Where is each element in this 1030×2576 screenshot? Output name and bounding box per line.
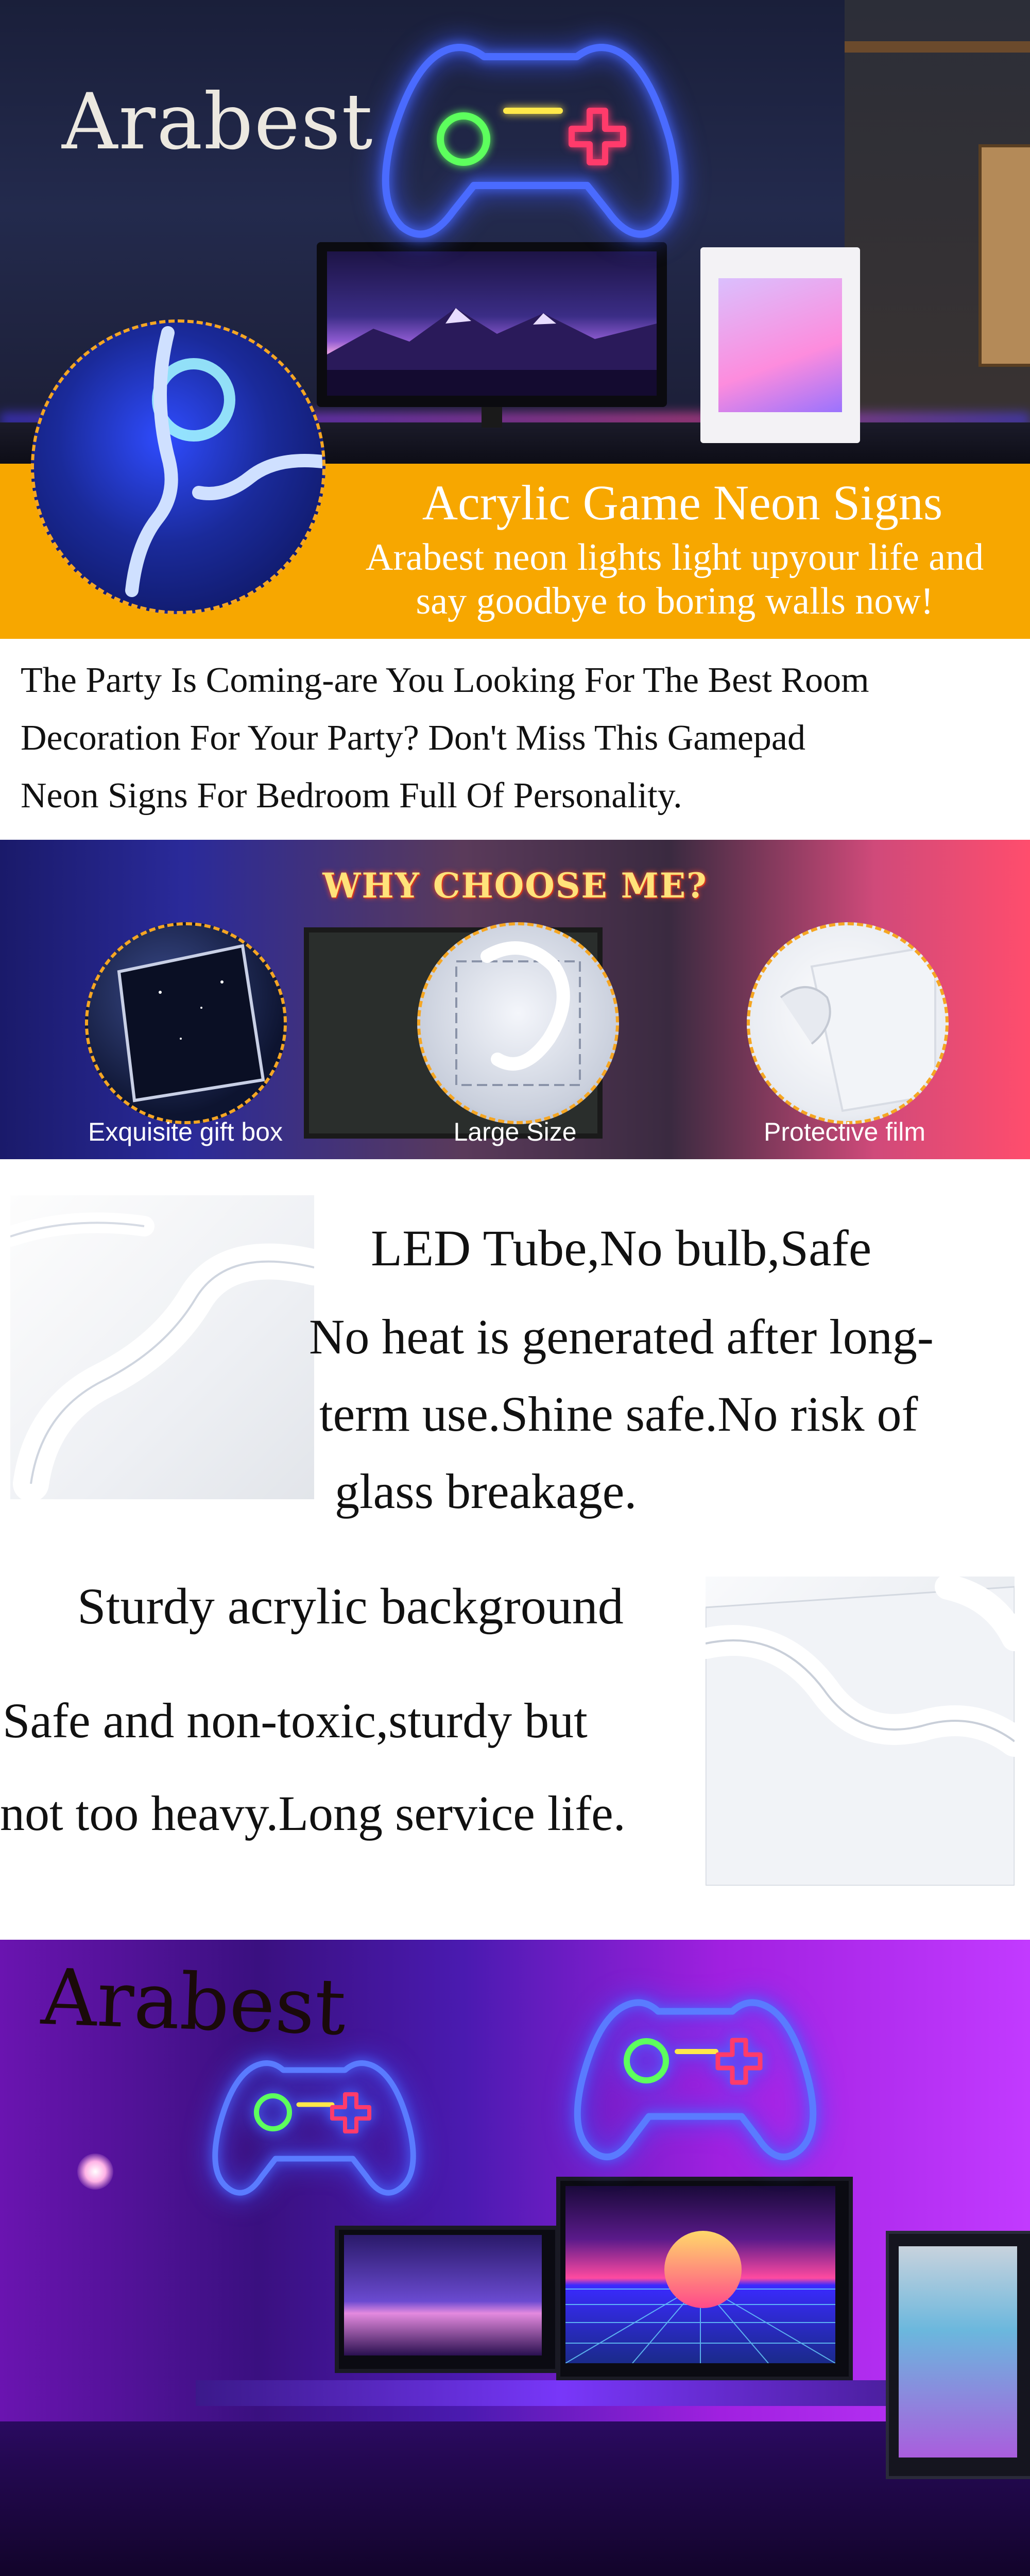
- monitor-stand: [482, 407, 502, 428]
- hero-shelf: [845, 41, 1030, 53]
- feature-description: [0, 1674, 716, 1860]
- acrylic-backboard-photo: [706, 1577, 1015, 1886]
- banner-title: Acrylic Game Neon Signs: [422, 475, 943, 530]
- mountain-wallpaper-icon: [327, 251, 657, 396]
- brand-logo: Arabest: [62, 77, 374, 167]
- cork-board: [978, 144, 1030, 367]
- why-choose-title: WHY CHOOSE ME?: [322, 866, 708, 906]
- feature-label: Protective film: [764, 1117, 925, 1146]
- protective-film-icon: [750, 925, 946, 1121]
- description-line: term use.Shine safe.No risk of: [319, 1386, 918, 1442]
- description-line: not too heavy.Long service life.: [0, 1786, 626, 1841]
- gamepad-neon-sign-icon: [566, 1994, 824, 2169]
- protective-film-photo: [747, 922, 949, 1124]
- description-line: No heat is generated after long-: [309, 1309, 934, 1364]
- room-floor: [0, 2421, 1030, 2576]
- feature-title: LED Tube,No bulb,Safe: [371, 1219, 872, 1277]
- brand-logo: Arabest: [40, 1952, 348, 2053]
- intro-line: Neon Signs For Bedroom Full Of Personality.: [21, 776, 682, 816]
- gamepad-neon-sign-icon: [371, 36, 690, 252]
- neon-bar-icon: [502, 103, 564, 118]
- banner-subtitle-line: Arabest neon lights light upyour life and: [365, 536, 984, 579]
- feature-title: Sturdy acrylic background: [77, 1578, 624, 1635]
- left-monitor-screen: [344, 2235, 542, 2355]
- gift-box-photo: [85, 922, 287, 1124]
- glass-desk: [196, 2380, 927, 2406]
- feature-description: [309, 1298, 1030, 1530]
- large-size-photo: [417, 922, 619, 1124]
- closeup-circle: [31, 319, 325, 614]
- neon-plus-button-icon: [564, 103, 631, 170]
- pc-case-glass: [899, 2246, 1017, 2458]
- pc-case-glass: [718, 278, 842, 412]
- intro-line: The Party Is Coming-are You Looking For The Best Room: [21, 660, 869, 700]
- sunset-sun: [664, 2231, 742, 2308]
- led-tube-photo: [10, 1195, 314, 1499]
- large-size-icon: [420, 925, 616, 1121]
- neon-closeup-icon: [34, 323, 322, 611]
- banner-subtitle-line: say goodbye to boring walls now!: [416, 580, 934, 622]
- description-line: glass breakage.: [335, 1464, 637, 1519]
- feature-label: Exquisite gift box: [88, 1117, 283, 1146]
- description-line: Safe and non-toxic,sturdy but: [3, 1693, 588, 1748]
- intro-line: Decoration For Your Party? Don't Miss This Gamepad: [21, 718, 805, 758]
- gift-box-icon: [88, 925, 284, 1121]
- desk-lamp: [77, 2154, 113, 2190]
- neon-circle-button-icon: [430, 106, 497, 173]
- hero-monitor-screen: [327, 251, 657, 396]
- gamepad-neon-sign-icon: [206, 2056, 422, 2205]
- intro-paragraph: [21, 652, 1030, 825]
- feature-label: Large Size: [453, 1117, 577, 1146]
- acrylic-backboard-icon: [706, 1577, 1015, 1886]
- led-tube-icon: [10, 1195, 314, 1499]
